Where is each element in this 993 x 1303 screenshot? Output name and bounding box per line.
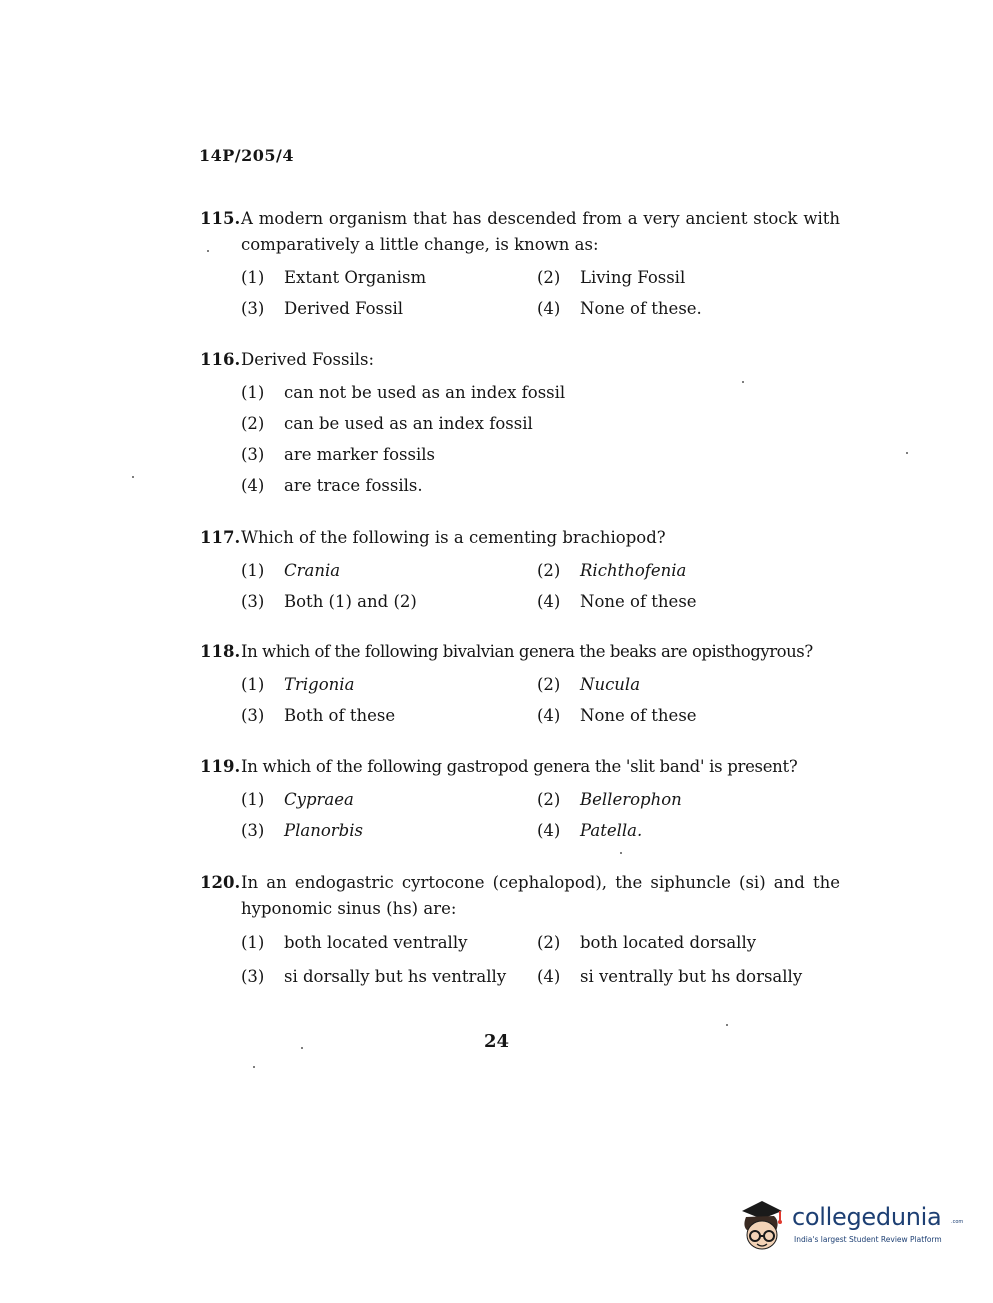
paper-code: 14P/205/4 xyxy=(199,146,295,165)
option-4: (4) are trace fossils. xyxy=(241,475,423,495)
brand-tagline: India's largest Student Review Platform xyxy=(794,1235,942,1244)
option-2: (2) can be used as an index fossil xyxy=(241,413,533,433)
scan-speck xyxy=(726,1024,728,1026)
question-number: 120. xyxy=(200,873,241,892)
option-1: (1) Trigonia xyxy=(241,674,355,694)
option-1: (1) both located ventrally xyxy=(241,933,468,952)
options xyxy=(200,926,840,994)
option-1: (1) Cypraea xyxy=(241,789,354,809)
question-118 xyxy=(200,639,840,731)
scan-speck xyxy=(301,1047,303,1049)
option-4: (4) None of these xyxy=(537,591,697,611)
options xyxy=(200,377,840,501)
brand-name: collegedunia xyxy=(792,1203,942,1231)
scan-speck xyxy=(742,381,744,383)
page-number: 24 xyxy=(483,1031,510,1052)
option-1: (1) can not be used as an index fossil xyxy=(241,382,566,402)
collegedunia-watermark xyxy=(736,1197,966,1255)
question-119 xyxy=(200,754,840,846)
question-number: 117. xyxy=(200,528,241,547)
option-1: (1) Extant Organism xyxy=(241,267,427,287)
option-2: (2) both located dorsally xyxy=(537,933,757,952)
scan-speck xyxy=(132,476,134,478)
option-2: (2) Living Fossil xyxy=(537,267,686,287)
options xyxy=(200,555,840,617)
option-3: (3) Both of these xyxy=(241,705,396,725)
question-117 xyxy=(200,525,840,617)
option-2: (2) Richthofenia xyxy=(537,560,687,580)
option-2: (2) Bellerophon xyxy=(537,789,682,809)
option-3: (3) Derived Fossil xyxy=(241,298,404,318)
option-4: (4) Patella. xyxy=(537,820,643,840)
option-3: (3) si dorsally but hs ventrally xyxy=(241,967,507,986)
scan-speck xyxy=(253,1066,255,1068)
mascot-graduate-icon xyxy=(736,1197,790,1255)
option-1: (1) Crania xyxy=(241,560,341,580)
question-number: 116. xyxy=(200,350,241,369)
option-3: (3) Planorbis xyxy=(241,820,363,840)
option-3: (3) Both (1) and (2) xyxy=(241,591,417,611)
option-4: (4) None of these. xyxy=(537,298,702,318)
question-text: Which of the following is a cementing brachiopod? xyxy=(241,528,666,547)
question-text: In an endogastric cyrtocone (cephalopod), the siphuncle (si) and the hyponomic sinus (hs) are: xyxy=(241,873,840,918)
question-text: Derived Fossils: xyxy=(241,350,375,369)
option-4: (4) None of these xyxy=(537,705,697,725)
question-text: A modern organism that has descended from a very ancient stock with comparatively a little change, is known as: xyxy=(241,209,840,254)
question-number: 119. xyxy=(200,757,241,776)
options xyxy=(200,784,840,846)
option-4: (4) si ventrally but hs dorsally xyxy=(537,967,803,986)
question-116 xyxy=(200,347,840,501)
question-120 xyxy=(200,870,840,994)
question-115 xyxy=(200,206,840,324)
options xyxy=(200,262,840,324)
scan-speck xyxy=(207,250,209,252)
question-text: In which of the following gastropod genera the 'slit band' is present? xyxy=(241,757,798,776)
scan-speck xyxy=(620,852,622,854)
scan-speck xyxy=(906,452,908,454)
question-text: In which of the following bivalvian genera the beaks are opisthogyrous? xyxy=(241,642,813,661)
options xyxy=(200,669,840,731)
brand-domain: .com xyxy=(951,1219,964,1225)
option-2: (2) Nucula xyxy=(537,674,641,694)
option-3: (3) are marker fossils xyxy=(241,444,435,464)
question-number: 115. xyxy=(200,209,241,228)
question-number: 118. xyxy=(200,642,241,661)
